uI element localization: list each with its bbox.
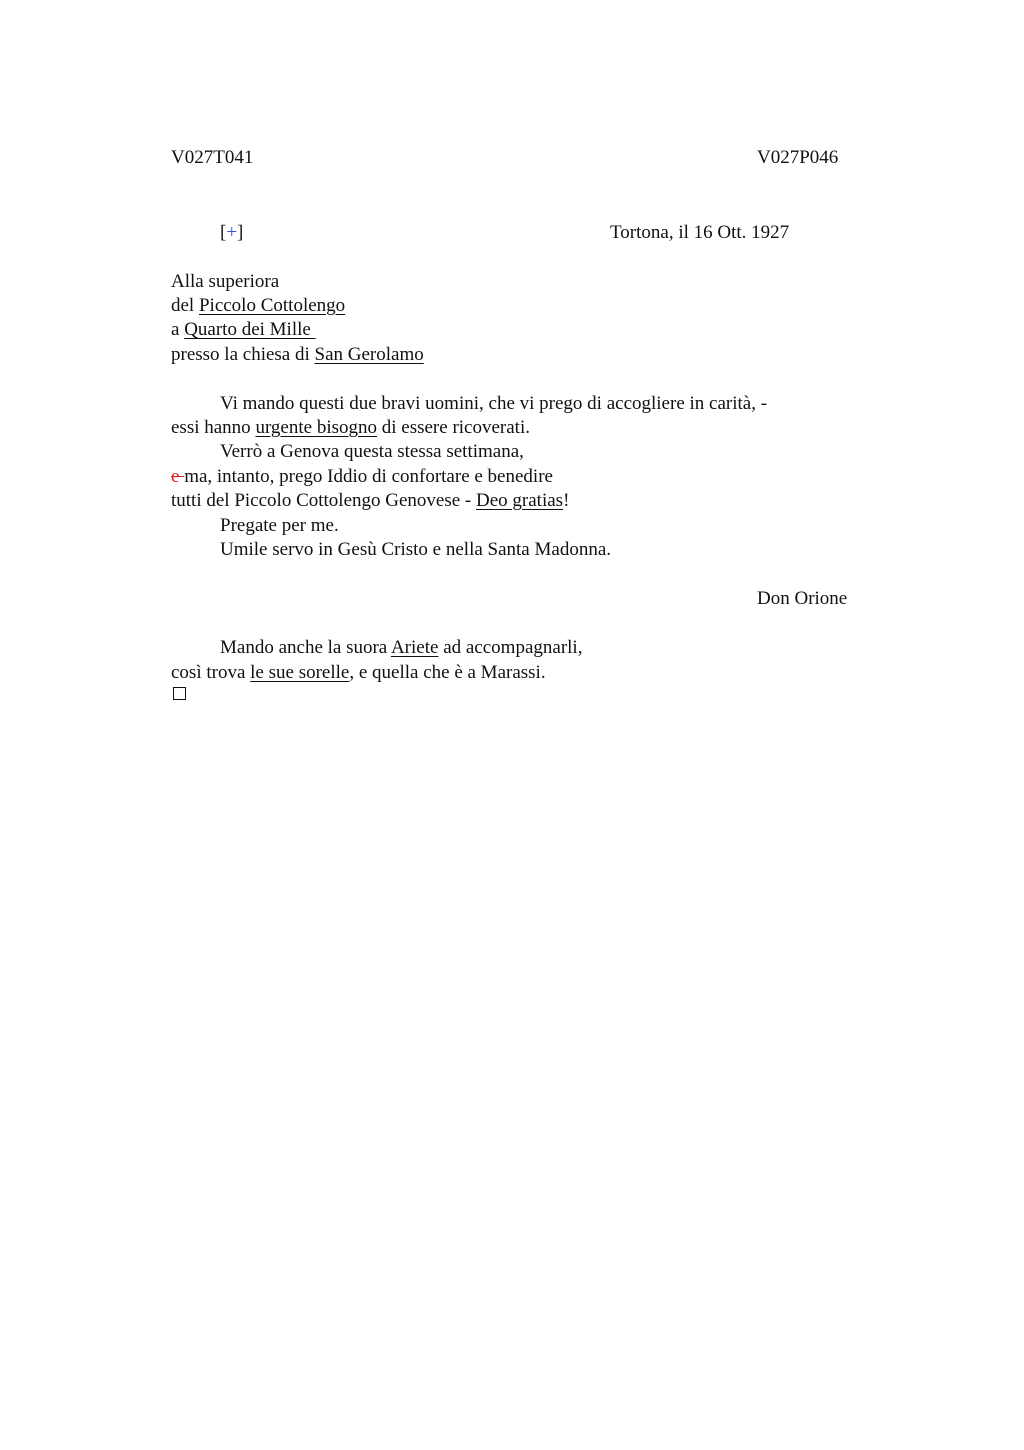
postscript-line-2-suffix: , e quella che è a Marassi. bbox=[349, 662, 546, 683]
address-line-4 bbox=[171, 343, 424, 367]
postscript-line-1 bbox=[220, 636, 582, 660]
postscript-line-2 bbox=[171, 661, 546, 685]
address-line-3-prefix: a bbox=[171, 319, 185, 340]
address-link-piccolo-cottolengo[interactable]: Piccolo Cottolengo bbox=[198, 295, 346, 316]
address-link-san-gerolamo[interactable]: San Gerolamo bbox=[314, 344, 424, 365]
body-line-4 bbox=[171, 465, 553, 489]
end-marker-box-icon bbox=[173, 687, 186, 700]
body-line-6: Pregate per me. bbox=[220, 515, 339, 536]
address-line-2 bbox=[171, 294, 345, 318]
note-marker bbox=[220, 221, 243, 245]
address-line-1: Alla superiora bbox=[171, 271, 280, 292]
address-line-4-prefix: presso la chiesa di bbox=[171, 344, 315, 365]
postscript-line-2-prefix: così trova bbox=[171, 662, 251, 683]
body-line-5 bbox=[171, 489, 569, 513]
body-line-3: Verrò a Genova questa stessa settimana, bbox=[220, 441, 524, 462]
note-marker-open: [ bbox=[220, 222, 227, 243]
document-code-left: V027T041 bbox=[171, 147, 254, 168]
body-line-2 bbox=[171, 416, 530, 440]
body-line-5-prefix: tutti del Piccolo Cottolengo Genovese - bbox=[171, 490, 477, 511]
body-line-5-suffix: ! bbox=[563, 490, 570, 511]
address-line-2-prefix: del bbox=[171, 295, 199, 316]
address-line-3 bbox=[171, 318, 316, 342]
body-link-urgente-bisogno[interactable]: urgente bisogno bbox=[255, 417, 377, 438]
postscript-line-1-prefix: Mando anche la suora bbox=[220, 637, 391, 658]
body-link-deo-gratias[interactable]: Deo gratias bbox=[476, 490, 564, 511]
postscript-line-1-suffix: ad accompagnarli, bbox=[438, 637, 583, 658]
note-marker-close: ] bbox=[237, 222, 244, 243]
signature: Don Orione bbox=[757, 588, 848, 609]
struck-text: e bbox=[171, 466, 185, 487]
document-code-right: V027P046 bbox=[757, 147, 839, 168]
body-line-2-suffix: di essere ricoverati. bbox=[377, 417, 530, 438]
date-line: Tortona, il 16 Ott. 1927 bbox=[610, 222, 790, 243]
postscript-link-ariete[interactable]: Ariete bbox=[390, 637, 439, 658]
body-line-7: Umile servo in Gesù Cristo e nella Santa Madonna. bbox=[220, 539, 612, 560]
body-line-1: Vi mando questi due bravi uomini, che vi prego di accogliere in carità, - bbox=[220, 393, 768, 414]
address-link-quarto-dei-mille[interactable]: Quarto dei Mille bbox=[184, 319, 316, 340]
body-line-2-prefix: essi hanno bbox=[171, 417, 256, 438]
body-line-4-rest: ma, intanto, prego Iddio di confortare e benedire bbox=[184, 466, 553, 487]
note-plus-link[interactable]: + bbox=[226, 222, 238, 243]
postscript-link-le-sue-sorelle[interactable]: le sue sorelle bbox=[250, 662, 350, 683]
